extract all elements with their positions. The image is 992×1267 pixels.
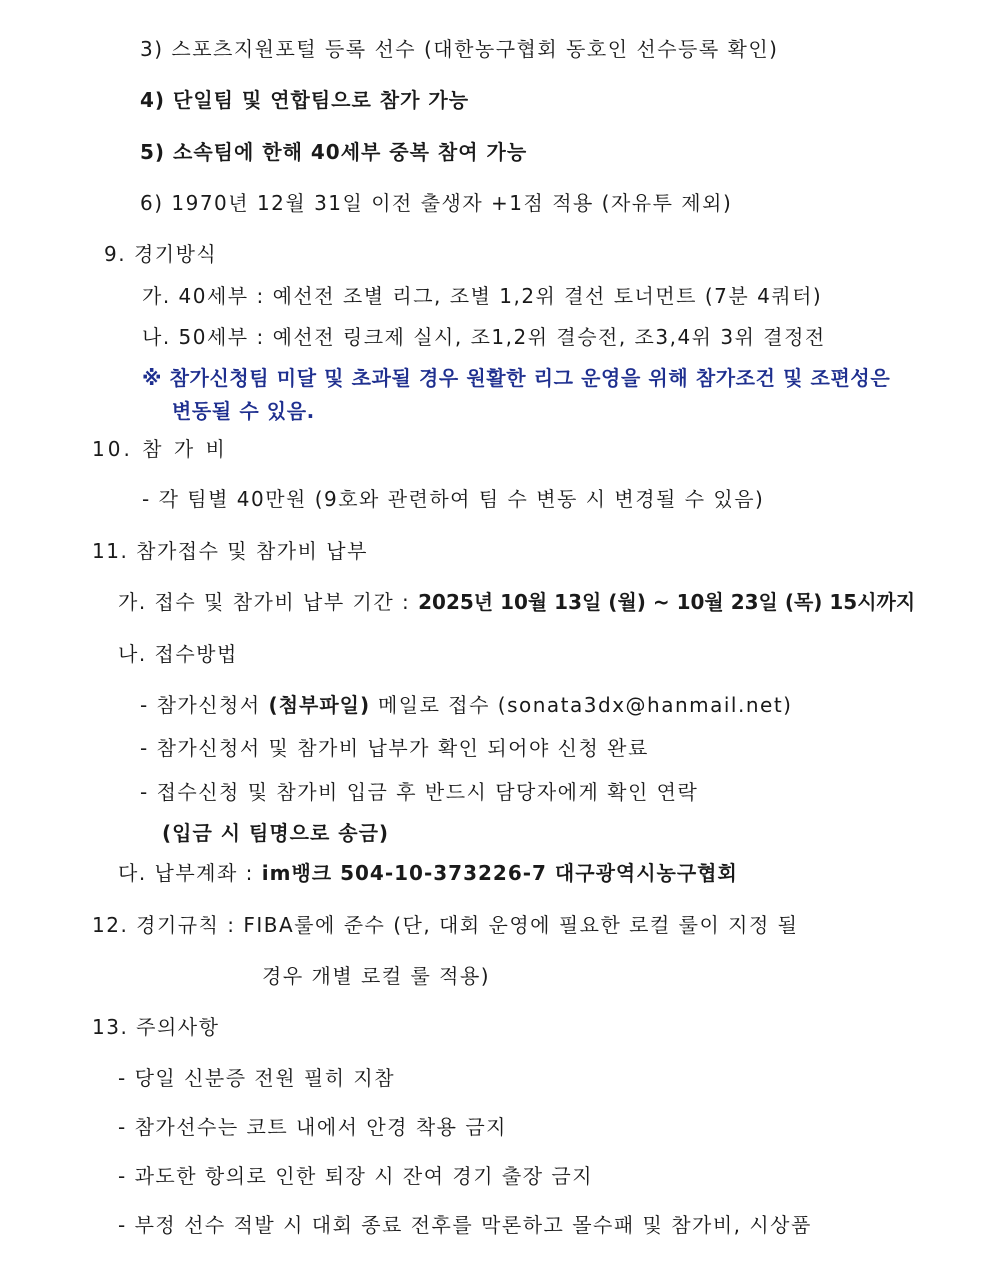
eligibility-item-5: 5) 소속팀에 한해 40세부 중복 참여 가능: [140, 140, 528, 164]
method-deposit-note: (입금 시 팀명으로 송금): [162, 821, 390, 845]
section-13-heading: 13. 주의사항: [92, 1015, 220, 1039]
fee-detail: - 각 팀별 40만원 (9호와 관련하여 팀 수 변동 시 변경될 수 있음): [142, 487, 765, 511]
format-40-division: 가. 40세부 : 예선전 조별 리그, 조별 1,2위 결선 토너먼트 (7분 4쿼터): [142, 284, 823, 308]
registration-period: [118, 589, 915, 615]
section-11-heading: 11. 참가접수 및 참가비 납부: [92, 539, 368, 563]
section-12-rules-cont: 경우 개별 로컬 룰 적용): [262, 964, 491, 988]
eligibility-item-4: 4) 단일팀 및 연합팀으로 참가 가능: [140, 88, 470, 112]
section-9-heading: 9. 경기방식: [104, 242, 218, 266]
email-address-text: 메일로 접수 (sonata3dx@hanmail.net): [370, 693, 793, 717]
caution-item-glasses: - 참가선수는 코트 내에서 안경 착용 금지: [118, 1115, 507, 1139]
format-50-division: 나. 50세부 : 예선전 링크제 실시, 조1,2위 결승전, 조3,4위 3위 결정전: [142, 325, 826, 349]
method-contact: - 접수신청 및 참가비 입금 후 반드시 담당자에게 확인 연락: [140, 780, 699, 804]
registration-method-heading: 나. 접수방법: [118, 642, 238, 666]
caution-item-ejection: - 과도한 항의로 인한 퇴장 시 잔여 경기 출장 금지: [118, 1164, 594, 1188]
payment-account-label: 다. 납부계좌 :: [118, 861, 262, 885]
notice-line-1: ※ 참가신청팀 미달 및 초과될 경우 원활한 리그 운영을 위해 참가조건 및 조편성은: [142, 366, 891, 390]
method-confirmation: - 참가신청서 및 참가비 납부가 확인 되어야 신청 완료: [140, 736, 649, 760]
attachment-label: (첨부파일): [268, 693, 371, 717]
eligibility-item-6: 6) 1970년 12월 31일 이전 출생자 +1점 적용 (자유투 제외): [140, 191, 733, 215]
section-12-rules: 12. 경기규칙 : FIBA룰에 준수 (단, 대회 운영에 필요한 로컬 룰이 지정 될: [92, 913, 799, 937]
registration-period-label: 가. 접수 및 참가비 납부 기간 :: [118, 590, 419, 614]
caution-item-id: - 당일 신분증 전원 필히 지참: [118, 1066, 396, 1090]
caution-item-ineligible: - 부정 선수 적발 시 대회 종료 전후를 막론하고 몰수패 및 참가비, 시상품: [118, 1213, 812, 1237]
eligibility-item-3: 3) 스포츠지원포털 등록 선수 (대한농구협회 동호인 선수등록 확인): [140, 37, 779, 61]
registration-period-dates: 2025년 10월 13일 (월) ~ 10월 23일 (목) 15시까지: [418, 590, 916, 614]
notice-line-2: 변동될 수 있음.: [172, 399, 315, 423]
section-10-heading: 10. 참 가 비: [92, 437, 228, 461]
payment-account-number: im뱅크 504-10-373226-7 대구광역시농구협회: [261, 861, 738, 885]
method-email: - 참가신청서 (첨부파일) 메일로 접수 (sonata3dx@hanmail.net): [140, 693, 793, 717]
payment-account: [118, 860, 738, 886]
